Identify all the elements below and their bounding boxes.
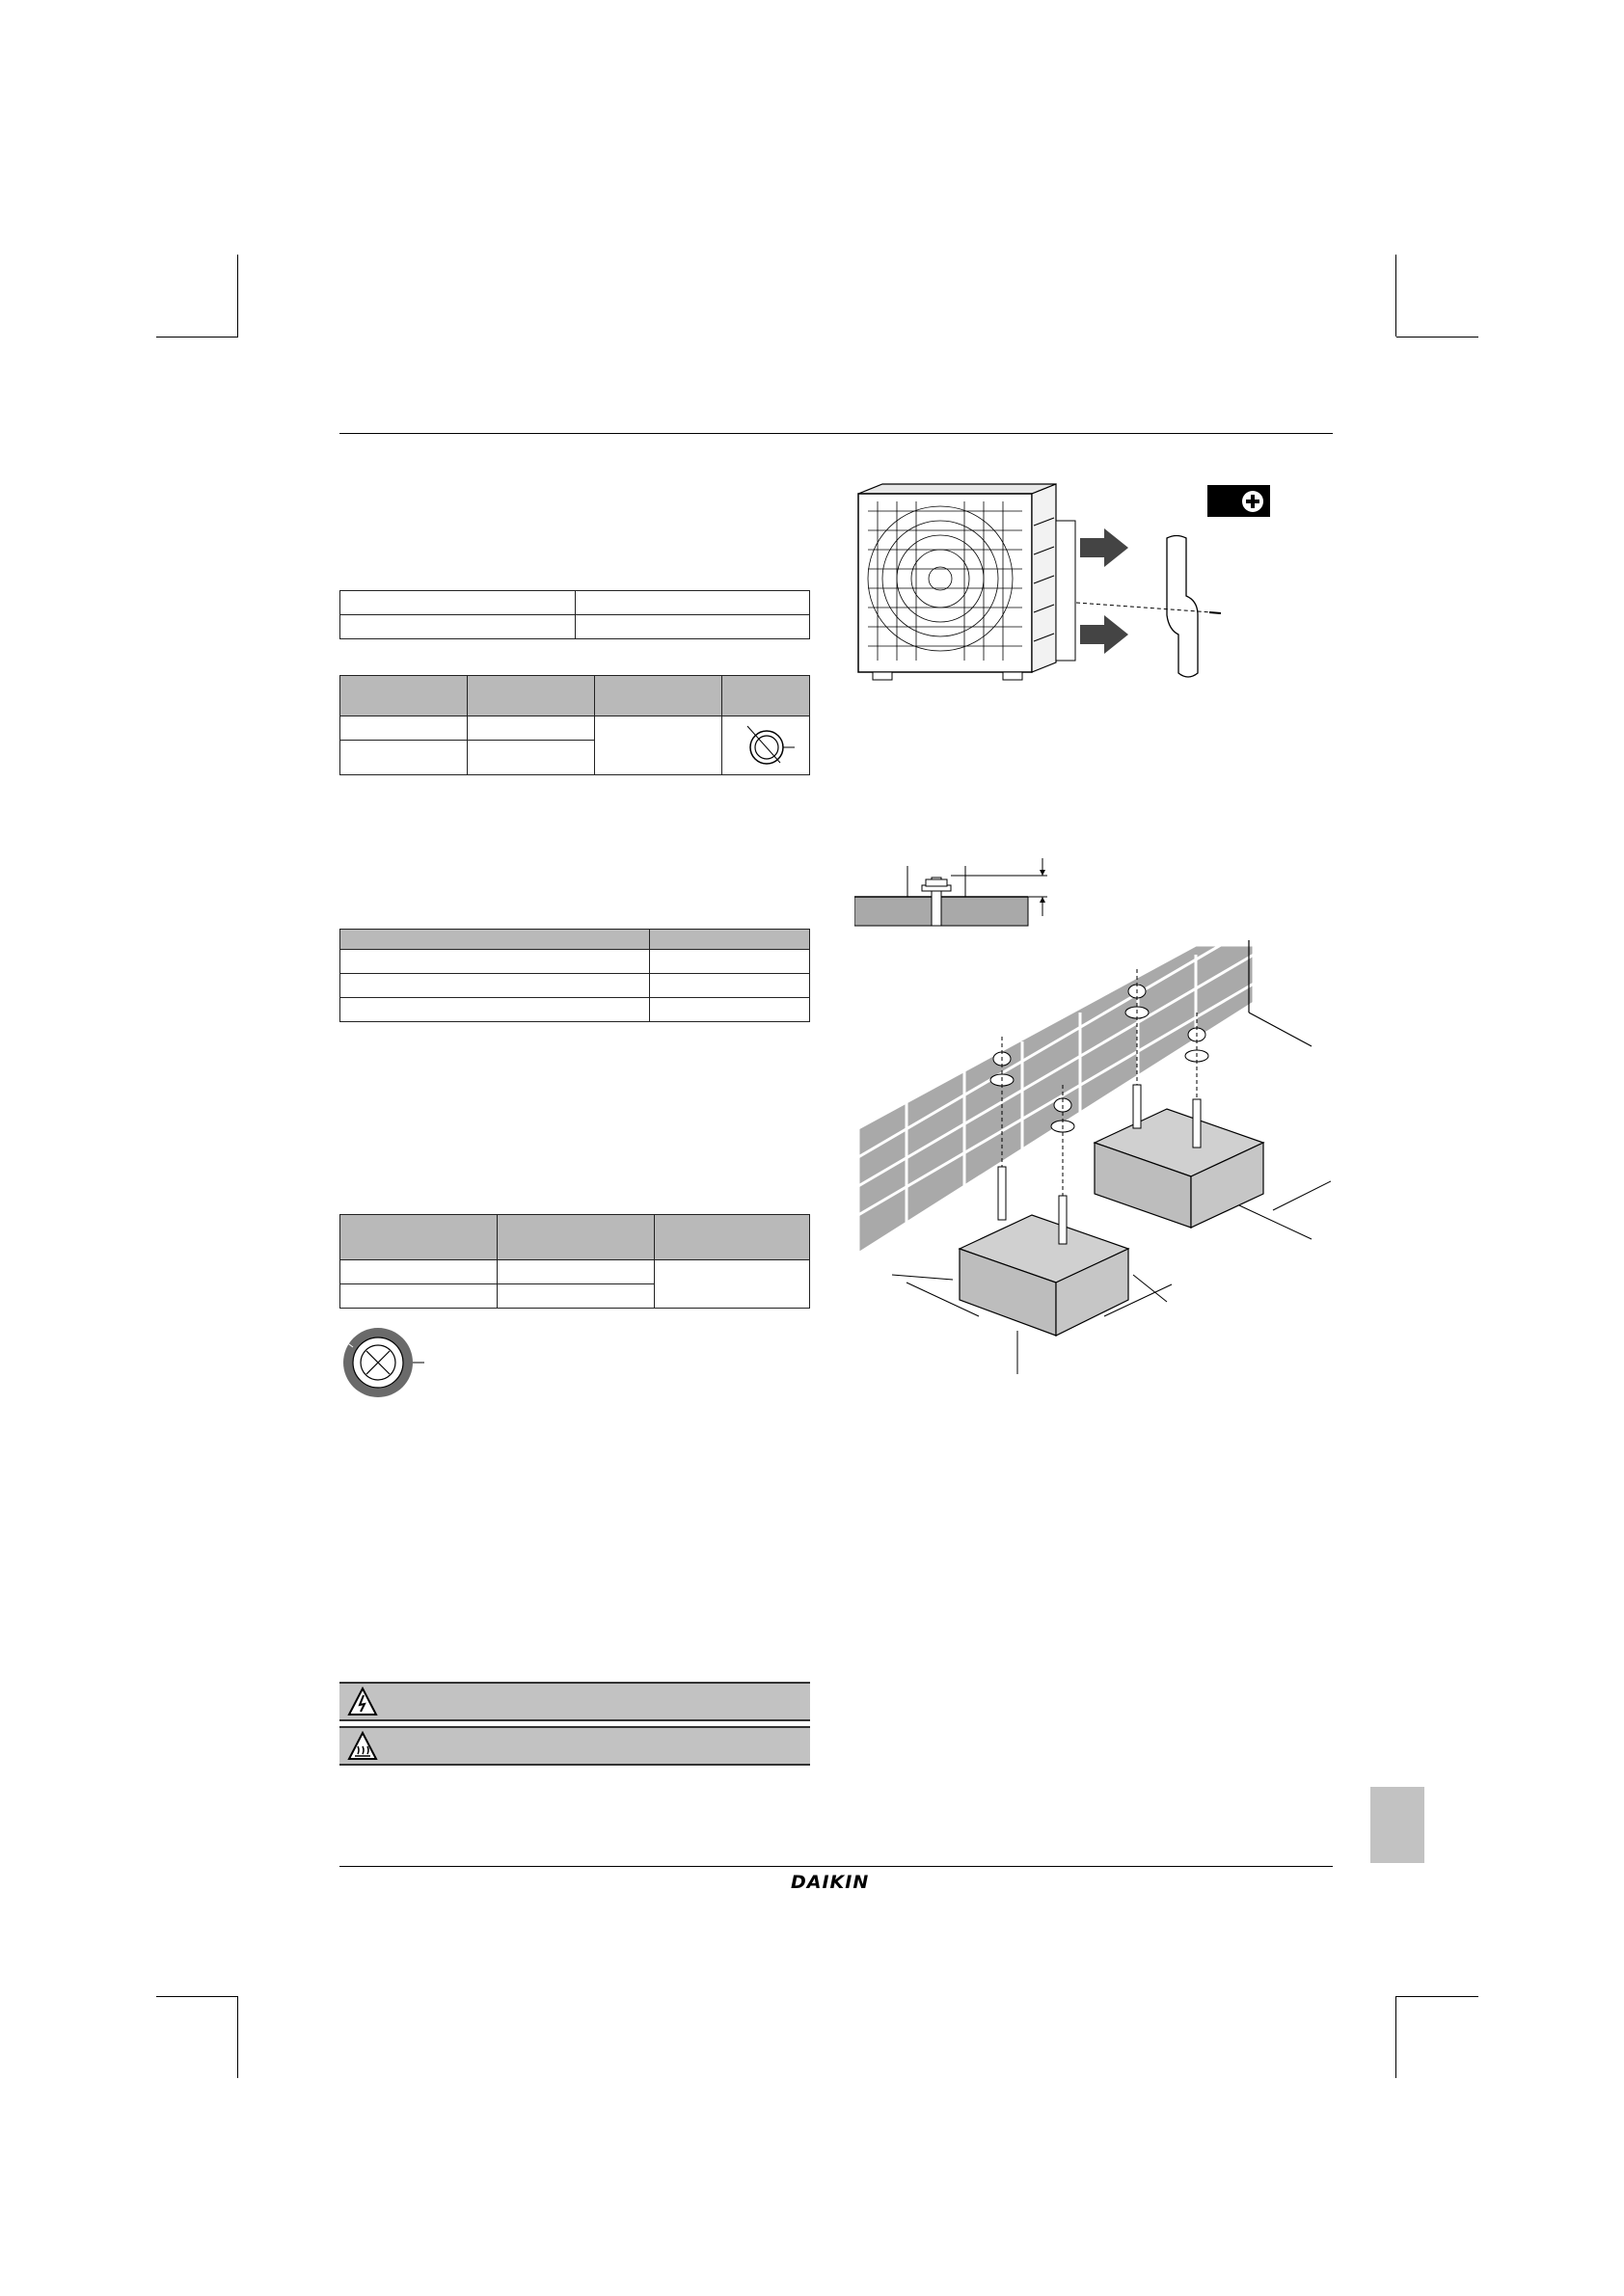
- pipe-cross-section-icon: [722, 715, 814, 776]
- table-2: [339, 675, 810, 775]
- plus-screw-head-icon: [1240, 489, 1265, 514]
- hot-surface-icon: [347, 1731, 378, 1762]
- table-3: [339, 929, 810, 1022]
- side-tab: [1370, 1787, 1424, 1863]
- daikin-logo: DAIKIN: [791, 1872, 870, 1893]
- outdoor-unit-illustration: [849, 482, 1234, 694]
- foundation-wall-illustration: [849, 935, 1331, 1379]
- electrical-warning-bar: [339, 1682, 810, 1721]
- electrical-hazard-icon: [347, 1687, 378, 1717]
- footer-rule: [339, 1866, 1333, 1867]
- table-1: [339, 590, 810, 639]
- insulated-pipe-icon: [339, 1324, 431, 1401]
- header-rule: [339, 433, 1333, 434]
- hot-surface-warning-bar: [339, 1726, 810, 1766]
- table-4: [339, 1214, 810, 1309]
- anchor-bolt-detail: [854, 856, 1047, 933]
